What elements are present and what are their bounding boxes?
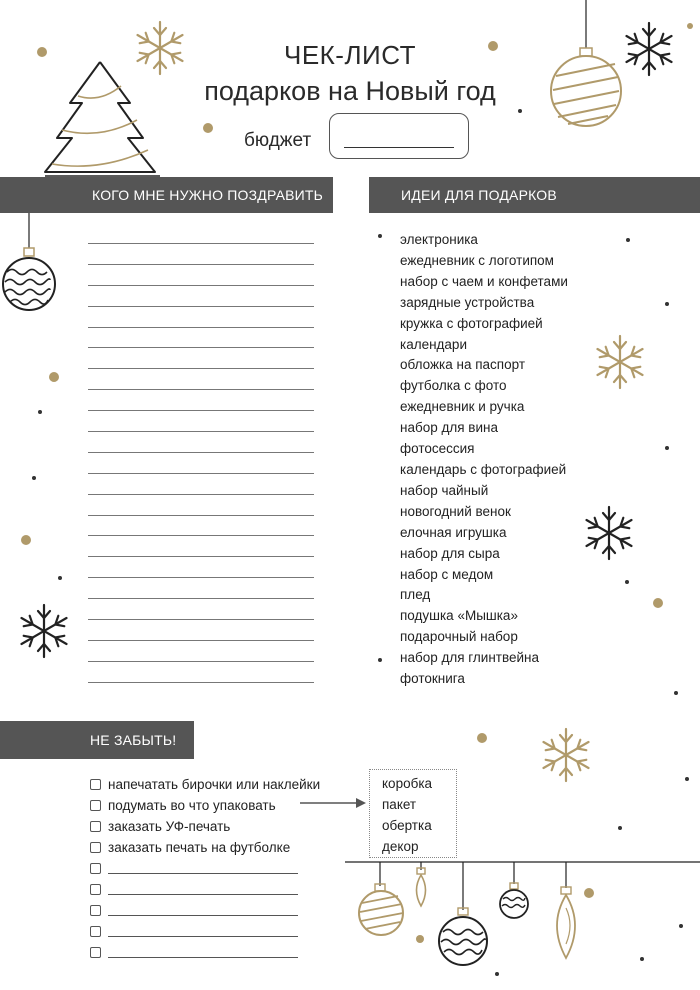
checkbox[interactable] bbox=[90, 863, 101, 874]
idea-item: обложка на паспорт bbox=[400, 357, 526, 373]
recipient-line[interactable] bbox=[88, 285, 314, 306]
packaging-item: обертка bbox=[382, 818, 432, 833]
idea-item: набор с чаем и конфетами bbox=[400, 273, 568, 289]
arrow-right-icon bbox=[300, 796, 366, 810]
snowflake-icon bbox=[22, 605, 67, 657]
ornament-ball-icon bbox=[3, 213, 55, 310]
ideas-list bbox=[400, 230, 650, 690]
idea-item: ежедневник с логотипом bbox=[400, 252, 554, 268]
idea-item: электроника bbox=[400, 232, 478, 247]
checkbox[interactable] bbox=[90, 779, 101, 790]
page-title: ЧЕК-ЛИСТ bbox=[283, 40, 417, 70]
recipient-line[interactable] bbox=[88, 577, 314, 598]
recipient-line[interactable] bbox=[88, 473, 314, 494]
checkbox[interactable] bbox=[90, 821, 101, 832]
packaging-item: коробка bbox=[382, 776, 433, 791]
todo-blank-item bbox=[90, 879, 350, 900]
idea-item: фотокнига bbox=[400, 671, 465, 687]
idea-item: фотосессия bbox=[400, 441, 475, 457]
recipient-line[interactable] bbox=[88, 661, 314, 682]
budget-label: бюджет bbox=[244, 130, 312, 151]
todo-item bbox=[90, 837, 350, 858]
recipient-line[interactable] bbox=[88, 306, 314, 327]
recipient-line[interactable] bbox=[88, 494, 314, 515]
todo-blank-item bbox=[90, 942, 350, 963]
todo-label: напечатать бирочки или наклейки bbox=[108, 777, 321, 792]
checkbox[interactable] bbox=[90, 905, 101, 916]
garland bbox=[345, 862, 700, 965]
recipient-line[interactable] bbox=[88, 598, 314, 619]
recipient-line[interactable] bbox=[88, 682, 314, 703]
todo-item bbox=[90, 774, 350, 795]
recipient-line[interactable] bbox=[88, 556, 314, 577]
recipient-line[interactable] bbox=[88, 327, 314, 348]
checkbox[interactable] bbox=[90, 842, 101, 853]
recipient-line[interactable] bbox=[88, 431, 314, 452]
todo-blank-line[interactable] bbox=[108, 926, 298, 937]
todo-blank-line[interactable] bbox=[108, 947, 298, 958]
todo-item bbox=[90, 816, 350, 837]
todo-label: заказать УФ-печать bbox=[108, 819, 231, 834]
idea-item: подарочный набор bbox=[400, 629, 518, 645]
recipient-line[interactable] bbox=[88, 640, 314, 661]
idea-item: календарь с фотографией bbox=[400, 461, 567, 477]
reminder-header: НЕ ЗАБЫТЬ! bbox=[0, 721, 194, 759]
idea-item: набор чайный bbox=[400, 482, 489, 498]
todo-blank-line[interactable] bbox=[108, 863, 298, 874]
page-subtitle: подарков на Новый год bbox=[204, 76, 496, 106]
idea-item: набор для сыра bbox=[400, 545, 500, 561]
recipient-line[interactable] bbox=[88, 264, 314, 285]
recipient-line[interactable] bbox=[88, 368, 314, 389]
idea-item: кружка с фотографией bbox=[400, 315, 543, 331]
idea-item: елочная игрушка bbox=[400, 524, 507, 540]
packaging-item: декор bbox=[382, 839, 419, 854]
todo-label: заказать печать на футболке bbox=[108, 840, 291, 855]
todo-label: подумать во что упаковать bbox=[108, 798, 276, 813]
todo-blank-line[interactable] bbox=[108, 884, 298, 895]
recipient-line[interactable] bbox=[88, 243, 314, 264]
recipient-line[interactable] bbox=[88, 452, 314, 473]
budget-field[interactable] bbox=[329, 113, 469, 159]
checkbox[interactable] bbox=[90, 947, 101, 958]
idea-item: подушка «Мышка» bbox=[400, 608, 518, 624]
checkbox[interactable] bbox=[90, 800, 101, 811]
todo-blank-item bbox=[90, 921, 350, 942]
idea-item: новогодний венок bbox=[400, 503, 511, 519]
idea-item: набор с медом bbox=[400, 566, 494, 582]
packaging-list bbox=[382, 773, 432, 857]
ideas-header: ИДЕИ ДЛЯ ПОДАРКОВ bbox=[369, 177, 700, 213]
idea-item: зарядные устройства bbox=[400, 294, 535, 310]
recipient-line[interactable] bbox=[88, 389, 314, 410]
recipient-line[interactable] bbox=[88, 410, 314, 431]
todo-blank-item bbox=[90, 900, 350, 921]
idea-item: набор для глинтвейна bbox=[400, 650, 539, 666]
checkbox[interactable] bbox=[90, 926, 101, 937]
packaging-item: пакет bbox=[382, 797, 417, 812]
recipient-line[interactable] bbox=[88, 347, 314, 368]
idea-item: календари bbox=[400, 336, 467, 352]
idea-item: набор для вина bbox=[400, 420, 498, 436]
recipient-line[interactable] bbox=[88, 535, 314, 556]
idea-item: футболка с фото bbox=[400, 378, 507, 394]
todo-blank-line[interactable] bbox=[108, 905, 298, 916]
idea-item: ежедневник и ручка bbox=[400, 399, 525, 415]
snowflake-icon bbox=[544, 729, 589, 781]
idea-item: плед bbox=[400, 587, 431, 603]
todo-blank-item bbox=[90, 858, 350, 879]
recipient-lines bbox=[88, 243, 314, 703]
checkbox[interactable] bbox=[90, 884, 101, 895]
recipient-line[interactable] bbox=[88, 515, 314, 536]
recipients-header: КОГО МНЕ НУЖНО ПОЗДРАВИТЬ bbox=[0, 177, 333, 213]
recipient-line[interactable] bbox=[88, 619, 314, 640]
